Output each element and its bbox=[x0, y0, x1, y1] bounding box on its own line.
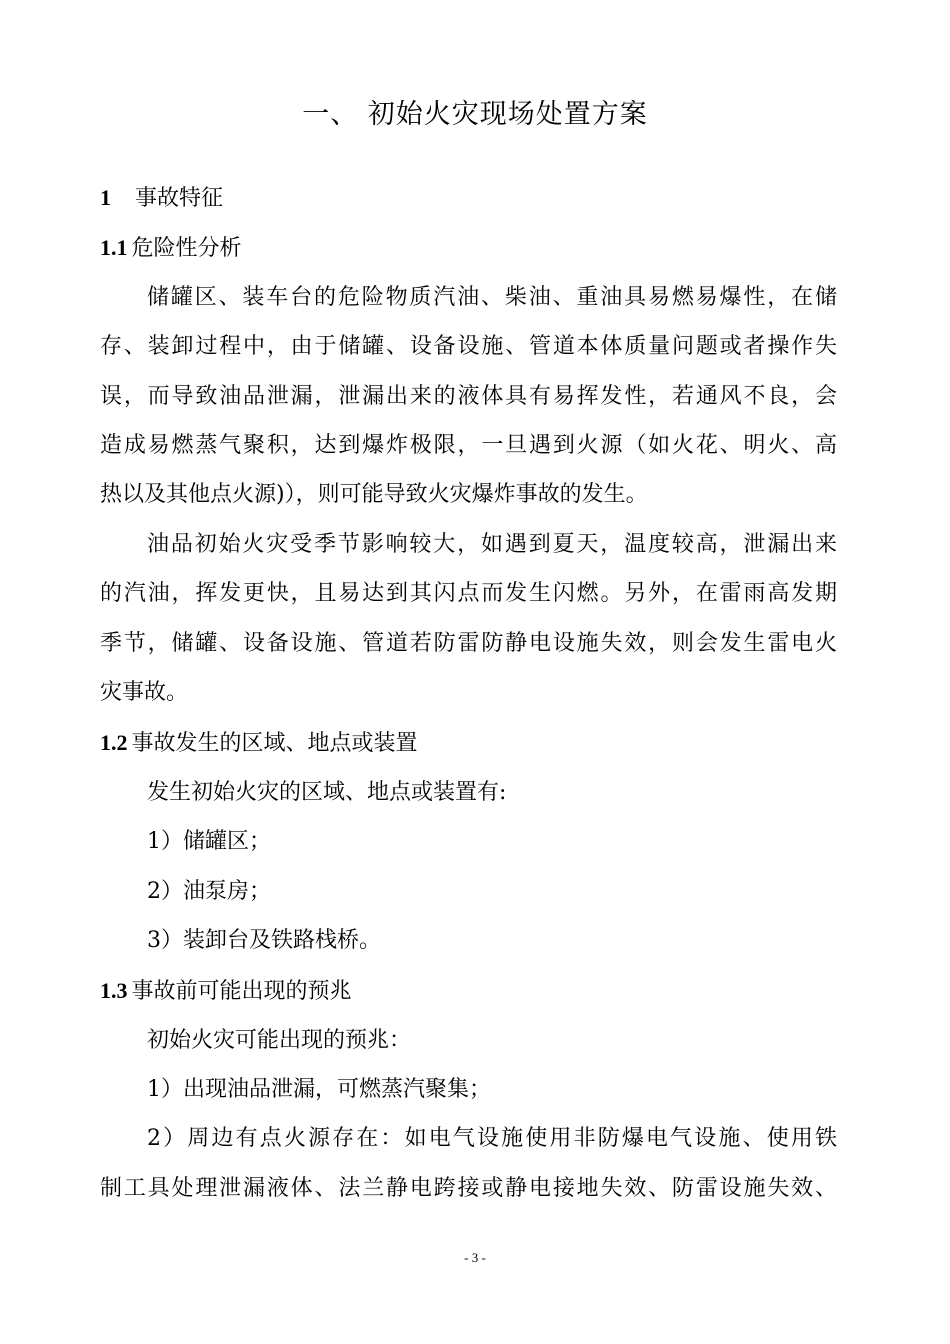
paragraph-line: 发生初始火灾的区域、地点或装置有: bbox=[147, 780, 507, 805]
section-1-2-heading bbox=[100, 728, 418, 759]
section-number: 1 bbox=[100, 185, 111, 210]
section-label: 事故前可能出现的预兆 bbox=[131, 979, 352, 1004]
section-number: 1.3 bbox=[100, 978, 128, 1003]
section-number: 1.1 bbox=[100, 235, 128, 260]
paragraph-line: 的汽油，挥发更快，且易达到其闪点而发生闪燃。另外，在雷雨高发期 bbox=[100, 581, 837, 606]
paragraph-line: 储罐区、装车台的危险物质汽油、柴油、重油具易燃易爆性，在储 bbox=[147, 285, 837, 310]
page-number: - 3 - bbox=[464, 1250, 486, 1265]
paragraph-line: 油品初始火灾受季节影响较大，如遇到夏天，温度较高，泄漏出来 bbox=[147, 532, 837, 557]
paragraph-line: 制工具处理泄漏液体、法兰静电跨接或静电接地失效、防雷设施失效、 bbox=[100, 1176, 837, 1201]
paragraph-line: 误，而导致油品泄漏，泄漏出来的液体具有易挥发性，若通风不良，会 bbox=[100, 384, 837, 409]
list-item: 3）装卸台及铁路栈桥。 bbox=[147, 928, 381, 953]
section-label: 事故发生的区域、地点或装置 bbox=[131, 731, 418, 756]
section-number: 1.2 bbox=[100, 730, 128, 755]
list-item: 2）油泵房； bbox=[147, 879, 271, 904]
list-item: 1）出现油品泄漏，可燃蒸汽聚集； bbox=[147, 1077, 491, 1102]
paragraph-line: 灾事故。 bbox=[100, 680, 189, 705]
paragraph-line: 存、装卸过程中，由于储罐、设备设施、管道本体质量问题或者操作失 bbox=[100, 334, 837, 359]
page-title: 一、 初始火灾现场处置方案 bbox=[302, 99, 648, 130]
paragraph-line: 造成易燃蒸气聚积，达到爆炸极限，一旦遇到火源（如火花、明火、高 bbox=[100, 433, 837, 458]
section-1-3-heading bbox=[100, 976, 352, 1007]
section-label: 危险性分析 bbox=[131, 236, 242, 261]
paragraph-line: 季节，储罐、设备设施、管道若防雷防静电设施失效，则会发生雷电火 bbox=[100, 631, 837, 656]
list-item: 1）储罐区； bbox=[147, 829, 271, 854]
section-1-1-heading bbox=[100, 233, 242, 264]
section-1-heading bbox=[100, 183, 223, 214]
paragraph-line: 初始火灾可能出现的预兆： bbox=[147, 1028, 412, 1053]
section-label: 事故特征 bbox=[135, 186, 224, 211]
paragraph-line: 热以及其他点火源)），则可能导致火灾爆炸事故的发生。 bbox=[100, 482, 648, 507]
list-item: 2）周边有点火源存在：如电气设施使用非防爆电气设施、使用铁 bbox=[147, 1126, 837, 1151]
